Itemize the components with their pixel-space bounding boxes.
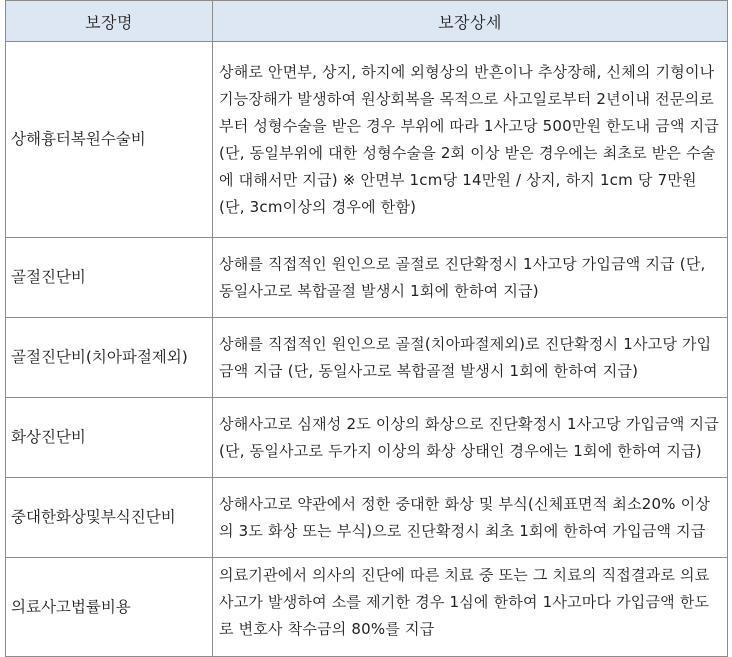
header-coverage-detail: 보장상세 (213, 1, 728, 42)
coverage-table (5, 0, 728, 657)
coverage-name: 화상진단비 (6, 398, 213, 478)
table-row (6, 42, 728, 238)
coverage-detail: 상해를 직접적인 원인으로 골절(치아파절제외)로 진단확정시 1사고당 가입금액 지급 (단, 동일사고로 복합골절 발생시 1회에 한하여 지급) (213, 318, 728, 398)
table-row (6, 478, 728, 558)
coverage-name: 중대한화상및부식진단비 (6, 478, 213, 558)
table-row (6, 318, 728, 398)
coverage-detail: 상해사고로 약관에서 정한 중대한 화상 및 부식(신체표면적 최소20% 이상의 3도 화상 또는 부식)으로 진단확정시 최초 1회에 한하여 가입금액 지급 (213, 478, 728, 558)
header-coverage-name: 보장명 (6, 1, 213, 42)
coverage-detail: 상해를 직접적인 원인으로 골절로 진단확정시 1사고당 가입금액 지급 (단, 동일사고로 복합골절 발생시 1회에 한하여 지급) (213, 238, 728, 318)
table-header-row (6, 1, 728, 42)
coverage-detail: 상해로 안면부, 상지, 하지에 외형상의 반흔이나 추상장해, 신체의 기형이나 기능장해가 발생하여 원상회복을 목적으로 사고일로부터 2년이내 전문의로부터 성형수술을 받은 경우 부위에 따라 1사고당 500만원 한도내 금액 지급 (단, 동일부위에 대한 성형수술을 2회 이상 받은 경우에는 최초로 받은 수술에 대해서만 지급) ※ 안면부 1cm당 14만원 / 상지, 하지 1cm 당 7만원 (단, 3cm이상의 경우에 한함) (213, 42, 728, 238)
coverage-detail: 상해사고로 심재성 2도 이상의 화상으로 진단확정시 1사고당 가입금액 지급 (단, 동일사고로 두가지 이상의 화상 상태인 경우에는 1회에 한하여 지급) (213, 398, 728, 478)
table-row (6, 238, 728, 318)
coverage-name: 골절진단비 (6, 238, 213, 318)
table-row (6, 558, 728, 657)
coverage-name: 상해흉터복원수술비 (6, 42, 213, 238)
coverage-name: 의료사고법률비용 (6, 558, 213, 657)
table-row (6, 398, 728, 478)
coverage-detail: 의료기관에서 의사의 진단에 따른 치료 중 또는 그 치료의 직접결과로 의료사고가 발생하여 소를 제기한 경우 1심에 한하여 1사고마다 가입금액 한도로 변호사 착수금의 80%를 지급 (213, 558, 728, 657)
coverage-name: 골절진단비(치아파절제외) (6, 318, 213, 398)
